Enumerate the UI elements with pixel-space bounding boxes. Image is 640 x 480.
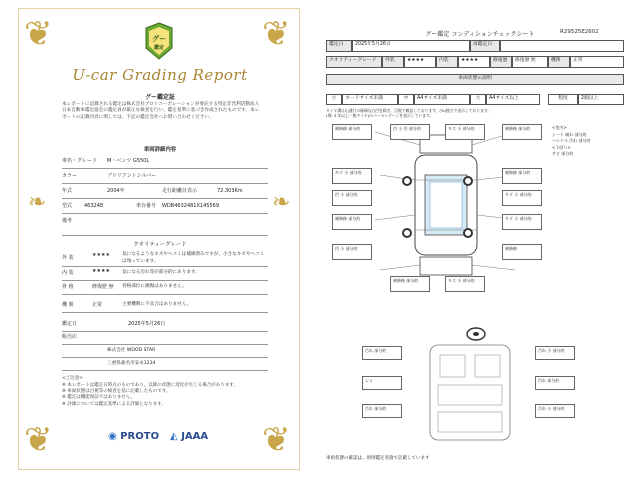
vehicle-color-row: [62, 170, 268, 184]
proto-logo-text: PROTO: [120, 431, 160, 442]
vehicle-color-label: カラー: [62, 173, 78, 179]
quality-section-title: クオリティーグレード: [133, 242, 187, 248]
revision-value: [500, 40, 624, 52]
callout-box: 補修跡 部分的: [390, 276, 430, 292]
notes-title: <ご注意>: [62, 376, 84, 381]
quality-engine-value: 正常: [92, 302, 103, 308]
jaaa-logo-icon: ◭: [170, 431, 178, 442]
interior-callout: 汚れ 部分的: [535, 376, 575, 390]
flourish-top-right-icon: ❦: [262, 14, 291, 54]
footer-note: 車両状態の確認は、原則鑑定実施で記載しています: [326, 456, 430, 461]
vehicle-year-label: 年式: [62, 188, 73, 194]
flourish-bottom-left-icon: ❦: [24, 420, 53, 460]
certificate-label: グー鑑定証: [144, 94, 175, 101]
quality-frame-value: 修復歴 無: [92, 284, 114, 290]
svg-text:鑑定: 鑑定: [153, 45, 165, 51]
callout-box: 補修跡 部分的: [332, 214, 372, 230]
repair-label: 修復歴: [490, 56, 512, 68]
vehicle-year-value: 2004年: [107, 188, 125, 194]
interior-callout: 汚れ 部分的: [362, 346, 402, 360]
vehicle-mileage-value: 72,303Km: [217, 188, 243, 194]
exterior-label: 外装: [382, 56, 404, 68]
revision-label: 再鑑定日: [470, 40, 500, 52]
legend-level-value: 2個以上: [578, 94, 624, 105]
date-value: 2025年5月26日: [352, 40, 470, 52]
callout-box: 凹 小 部分的: [332, 190, 372, 206]
quality-frame-label: 骨 格: [62, 284, 74, 290]
quality-exterior-text: 気になるようなキズやヘコミは補修済みですが、小さなキズやヘコミは残っています。: [122, 252, 265, 264]
flourish-right-icon: ❧: [272, 190, 291, 215]
quality-frame-text: 骨格部位に損傷はありません。: [122, 284, 187, 289]
legend-title: 車両状態の説明: [326, 74, 624, 85]
vehicle-model-row: [62, 200, 268, 214]
callout-box: 補修跡 部分的: [502, 168, 542, 184]
dealer-address-value: 三重県桑名市安永1234: [107, 361, 156, 366]
legend-level-label: 程度: [548, 94, 578, 105]
quality-engine-row: [62, 298, 268, 313]
callout-box: 補修跡 部分的: [332, 124, 372, 140]
wheel-front-right-icon: [463, 176, 473, 186]
engine-value: 正常: [570, 56, 624, 68]
exterior-stars: ★★★★: [404, 56, 436, 68]
side-note: ハンドル 汚れ 部分的: [552, 138, 591, 143]
appraisal-date-value: 2025年5月26日: [128, 321, 166, 327]
side-notes: [550, 124, 624, 214]
dealer-address-row: [62, 357, 268, 371]
legend-small-text: カードサイズ未満: [342, 94, 398, 105]
callout-box: キズ 小 部分的: [332, 168, 372, 184]
quality-interior-text: 気になる汚れ等が部分的にあります。: [122, 270, 200, 275]
notes-text: ※ 本レポートは鑑定日時点のものであり、以降の状態に変化が生じる場合があります。 ※ 車両状態は目視等の検査を基に記載したものです。 ※ 鑑定は機能保証ではありません。 ※ 評価については鑑定基準による評価となります。: [62, 383, 238, 407]
jaaa-logo-text: JAAA: [181, 431, 209, 442]
engine-label: 機関: [548, 56, 570, 68]
vehicle-mileage-label: 走行距離計表示: [162, 188, 198, 194]
flourish-top-left-icon: ❦: [24, 14, 53, 54]
callout-box: キズ 小 部分的: [502, 214, 542, 230]
legend-large-text: A4サイズ以上: [486, 94, 540, 105]
dealer-name-value: 株式会社 WOOD STAR: [107, 348, 156, 353]
appraisal-date-label: 鑑定日: [62, 321, 78, 327]
interior-callout: シミ: [362, 376, 402, 390]
sheet-id: R29525E2602: [560, 29, 599, 35]
proto-logo: [108, 431, 159, 442]
vehicle-model-value: 463248: [84, 203, 104, 209]
dealer-label: 販売店: [62, 334, 78, 340]
callout-box: 凹 小 凹 部分的: [390, 124, 430, 140]
vehicle-color-value: ブリリアントシルバー: [107, 173, 157, 179]
repair-value: 修復歴 無: [512, 56, 548, 68]
dealer-name-row: [62, 344, 268, 358]
quality-exterior-stars: ★★★★: [92, 252, 110, 258]
legend-medium-label: 中: [398, 94, 414, 105]
flourish-left-icon: ❧: [28, 190, 47, 215]
wheel-front-left-icon: [402, 176, 412, 186]
quality-frame-row: [62, 280, 268, 295]
date-label: 鑑定日: [326, 40, 352, 52]
callout-box: 補修跡 部分的: [502, 124, 542, 140]
vehicle-remarks-label: 備考: [62, 218, 73, 224]
vehicle-name-value: M・ベンツ G550L: [107, 158, 150, 164]
legend-large-label: 大: [470, 94, 486, 105]
legend-note-2: (例: 3 年以上一般タイヤ)のパーセンテージを表示しています。: [326, 113, 434, 118]
vehicle-vin-label: 車台番号: [136, 203, 157, 209]
vehicle-section-title: 車両詳細内容: [143, 147, 177, 153]
side-note: シート 破れ 部分的: [552, 131, 587, 137]
quality-interior-row: [62, 266, 268, 281]
svg-text:グー: グー: [152, 35, 166, 43]
interior-stars: ★★★★: [458, 56, 490, 68]
vehicle-model-label: 型式: [62, 203, 73, 209]
legend-small-label: 小: [326, 94, 342, 105]
wheel-rear-right-icon: [463, 228, 473, 238]
side-note: <室内>: [552, 125, 567, 130]
vehicle-name-label: 車名・グレード: [62, 158, 98, 164]
quality-exterior-label: 外 装: [62, 255, 74, 261]
condition-check-sheet: [320, 0, 640, 480]
vehicle-vin-value: WDB4632481X145569: [162, 203, 220, 209]
vehicle-year-row: [62, 185, 268, 199]
quality-engine-text: 主要機関に不具合はありません。: [122, 302, 192, 307]
intro-text: 本レポートに記載される鑑定は株式会社プロトコーポレーションが委託する特定非営利活動法人日本自動車鑑定協会の鑑定員が厳正な検査を行い、鑑定基準に基づき作成されたものです。本レポートの記載内容に関しては、下記の鑑定会社へお問い合わせください。: [62, 102, 260, 120]
callout-box: 凹 小 部分的: [332, 244, 372, 260]
quality-interior-stars: ★★★★: [92, 268, 110, 274]
jaaa-logo: [170, 431, 208, 442]
interior-callout: 汚れ 部分的: [362, 404, 402, 418]
legend-medium-text: A4サイズ未満: [414, 94, 470, 105]
quality-exterior-row: [62, 250, 268, 267]
dealer-row: [62, 331, 268, 345]
quality-interior-label: 内 装: [62, 270, 74, 276]
appraisal-date-row: [62, 318, 268, 332]
legend-note: タイヤ溝は山通行の極端な凸凹を除き、目視で確認しております。(%)後方で表示しております。: [326, 108, 492, 113]
flourish-bottom-right-icon: ❦: [262, 420, 291, 460]
vehicle-name-row: [62, 155, 268, 169]
proto-logo-icon: ◉: [108, 431, 117, 442]
callout-box: キズ 小 部分的: [445, 124, 485, 140]
side-note: サビ 部分的: [552, 151, 574, 156]
report-title: U-car Grading Report: [72, 66, 248, 84]
side-note: <下回り>: [552, 144, 571, 150]
wheel-rear-left-icon: [402, 228, 412, 238]
interior-label: 内装: [436, 56, 458, 68]
interior-callout: 汚れ 小 部分的: [535, 346, 575, 360]
vehicle-remarks-row: [62, 215, 268, 236]
goo-emblem-icon: [142, 22, 176, 60]
interior-callout: 汚れ 小 部分的: [535, 404, 575, 418]
quality-engine-label: 機 関: [62, 302, 74, 308]
callout-box: キズ 小 部分的: [445, 276, 485, 292]
sheet-title: グー鑑定 コンディションチェックシート: [425, 31, 535, 38]
callout-box: キズ 小 部分的: [502, 190, 542, 206]
callout-box: 補修跡: [502, 244, 542, 260]
quality-label: クオリティーグレード: [326, 56, 382, 68]
